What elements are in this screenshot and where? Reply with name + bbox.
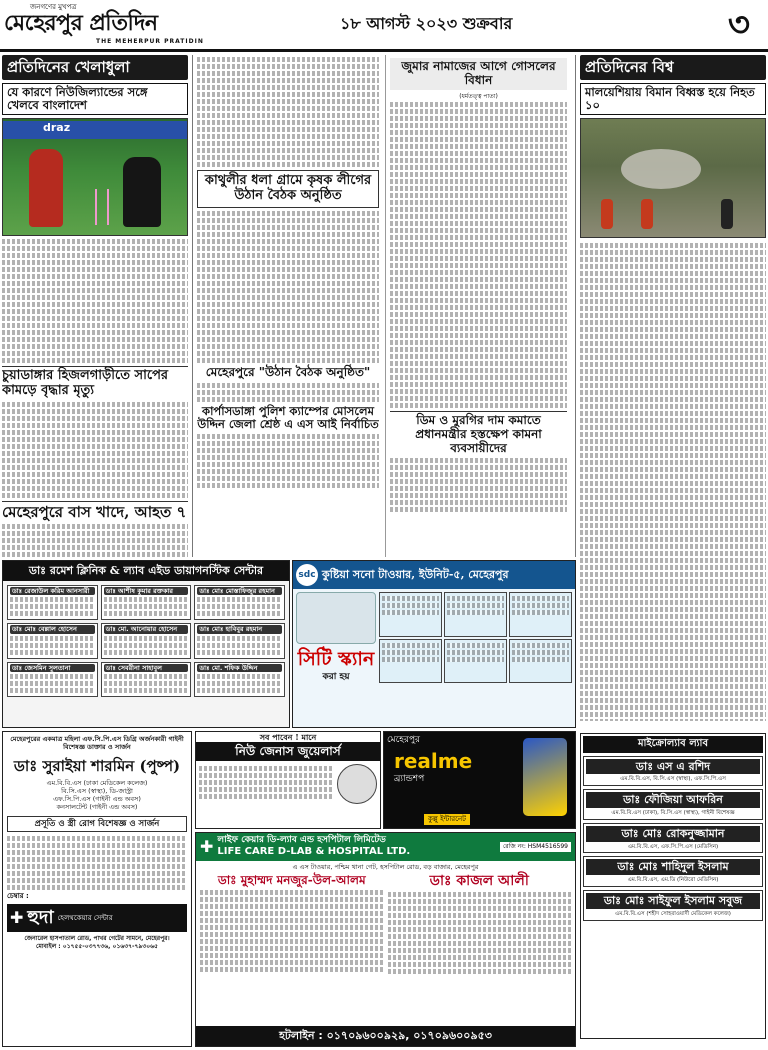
sports-headline: যে কারণে নিউজিল্যান্ডের সঙ্গে খেলবে বাংলাদেশ bbox=[2, 83, 188, 115]
doctor-card bbox=[101, 585, 192, 620]
cricket-photo bbox=[2, 118, 188, 236]
middle-column bbox=[192, 55, 576, 557]
doctor-card bbox=[194, 585, 285, 620]
doctor-name: ডাঃ মোঃ রোকনুজ্জামান bbox=[586, 826, 760, 842]
doctor-name: ডাঃ ফৌজিয়া আফরিন bbox=[586, 792, 760, 808]
uthan-boithok-headline: মেহেরপুরে "উঠান বৈঠক অনুষ্ঠিত" bbox=[205, 364, 371, 379]
doctor-card bbox=[379, 592, 442, 637]
suraiya-degree: এম.বি.বি.এস (ঢাকা মেডিকেল কলেজ) বি.সি.এস (স্বাস্থ্য), ডি-জাস্ট্রা এফ.সি.পি.এস (গাইনী এন্ড অবস) কনসালটেন্ট (গাইনী এন্ড অবস) bbox=[46, 779, 148, 812]
smoke-shape bbox=[621, 149, 701, 189]
doctor-card bbox=[194, 662, 285, 697]
newspaper-subtitle: THE MEHERPUR PRATIDIN bbox=[96, 38, 204, 45]
doctor-card bbox=[7, 662, 98, 697]
suraiya-top-text: মেহেরপুরের একমাত্র মহিলা এফ.সি.পি.এস ডিগ্রি অর্জনকারী গাইনী বিশেষজ্ঞ ডাক্তার ও সার্জন bbox=[10, 735, 184, 752]
ct-scan-label: সিটি স্ক্যান bbox=[297, 648, 375, 670]
lifecare-hospital-ad bbox=[195, 832, 576, 1047]
doctor-name: ডাঃ মোঃ সাইফুল ইসলাম সবুজ bbox=[586, 893, 760, 909]
realme-shop-type: ব্র্যান্ডশপ bbox=[394, 774, 425, 785]
doctor-card bbox=[194, 623, 285, 658]
doctor-degree: এম.বি.বি.এস (ঢাকা), বি.সি.এস (স্বাস্থ্য), গাইনী বিশেষজ্ঞ bbox=[611, 809, 735, 816]
rescuer-figure bbox=[721, 199, 733, 229]
lifecare-logo-icon: ✚ bbox=[200, 836, 214, 856]
keeper-figure bbox=[123, 157, 161, 227]
suraiya-name: ডাঃ সুরাইয়া শারমিন (পুষ্প) bbox=[13, 757, 181, 776]
world-section-header: প্রতিদিনের বিশ্ব bbox=[580, 55, 766, 80]
lifecare-name-en: LIFE CARE D-LAB & HOSPITAL LTD. bbox=[217, 846, 411, 858]
lifecare-hotline: হটলাইন : ০১৭০৯৬০০৯২৯, ০১৭০৯৬০০৯৫৩ bbox=[196, 1026, 575, 1046]
doctor-card bbox=[101, 662, 192, 697]
doctor-card bbox=[7, 585, 98, 620]
doctor-name: ডাঃ মোঃ শাহিদুল ইসলাম bbox=[586, 859, 760, 875]
krishak-league-headline: কাথুলীর ধলা গ্রামে কৃষক লীগের উঠান বৈঠক অনুষ্ঠিত bbox=[197, 170, 379, 208]
doctor-name: ডাঃ এস এ রশিদ bbox=[586, 759, 760, 775]
doctor-name: ডাঃ আশীষ কুমার রক্তকার bbox=[104, 587, 189, 595]
jewel-top: সব পাবেন ! মানে bbox=[259, 732, 317, 742]
doctor-entry bbox=[583, 890, 763, 921]
page-number: ৩ bbox=[727, 5, 750, 45]
chamber-label: চেম্বার : bbox=[7, 892, 29, 901]
lifecare-header bbox=[196, 833, 575, 861]
rescuer-figure bbox=[601, 199, 613, 229]
doctor-entry bbox=[583, 856, 763, 887]
lifecare-address: এ এস টাওয়ার, পশ্চিম থানা গেট, হসপিটাল রোড, বড় বাজার, মেহেরপুর bbox=[292, 862, 479, 871]
ct-scanner-image bbox=[296, 592, 376, 644]
sono-header bbox=[293, 561, 575, 589]
sports-column bbox=[2, 55, 188, 557]
ramesh-doctor-grid bbox=[3, 581, 289, 701]
doctor-name: ডাঃ রেজাউল করিম আনসারী bbox=[10, 587, 95, 595]
sono-title: কুষ্টিয়া সনো টাওয়ার, ইউনিট-৫, মেহেরপুর bbox=[322, 568, 509, 582]
sdc-logo-icon: sdc bbox=[296, 564, 318, 586]
doctor-entry bbox=[583, 789, 763, 820]
doctor-name: ডাঃ মো. শফিক উদ্দিন bbox=[197, 664, 282, 672]
doctor-card bbox=[379, 639, 442, 684]
uthan-boithok-body bbox=[197, 383, 379, 402]
doctor-card bbox=[101, 623, 192, 658]
doctor-name: ডাঃ মো. আনোয়ার হোসেন bbox=[104, 625, 189, 633]
sono-doctor-grid bbox=[379, 592, 572, 683]
right-doctor-list bbox=[583, 756, 763, 921]
doctor-degree: এম.বি.বি.এস, এফ.সি.পি.এস (মেডিসিন) bbox=[627, 843, 719, 850]
masthead bbox=[0, 0, 768, 52]
lifecare-doctor-1: ডাঃ মুহাম্মদ মনজুর-উল-আলম bbox=[217, 872, 366, 887]
issue-date: ১৮ আগস্ট ২০২৩ শুক্রবার bbox=[340, 14, 513, 33]
doctor-name: ডাঃ মোঃ হাবিবুর রহমান bbox=[197, 625, 282, 633]
doctor-name: ডাঃ সেবরীনা সাহাবুল bbox=[104, 664, 189, 672]
batter-figure bbox=[29, 149, 63, 227]
doctor-card bbox=[509, 639, 572, 684]
lifecare-doctor-2: ডাঃ কাজল আলী bbox=[429, 872, 529, 889]
microlab-title: মাইক্রোল্যাব ল্যাব bbox=[583, 736, 763, 753]
doctor-degree: এম.বি.বি.এস (শহীদ সোহরাওয়ার্দী মেডিকেল কলেজ) bbox=[615, 910, 731, 917]
crash-photo bbox=[580, 118, 766, 238]
owner-portrait bbox=[337, 764, 377, 804]
rescuer-figure bbox=[641, 199, 653, 229]
realme-ad bbox=[383, 731, 576, 829]
doctor-card bbox=[444, 592, 507, 637]
jewel-name: নিউ জেনাস জুয়েলার্স bbox=[196, 742, 380, 761]
doctor-card bbox=[444, 639, 507, 684]
world-column bbox=[580, 55, 766, 1040]
right-doctors-ad bbox=[580, 733, 766, 1039]
stumps-figure bbox=[95, 189, 109, 225]
bus-accident-body-text bbox=[2, 524, 188, 557]
doctor-degree: এম.বি.বি.এস, এম.ডি (নিউরো মেডিসিন) bbox=[627, 877, 719, 884]
huda-type: হেলথকেয়ার সেন্টার bbox=[57, 913, 113, 922]
ramesh-clinic-ad bbox=[2, 560, 290, 728]
realme-shop-city: মেহেরপুর bbox=[387, 735, 421, 745]
jumma-body bbox=[390, 102, 567, 408]
world-headline: মালয়েশিয়ায় বিমান বিধ্বস্ত হয়ে নিহত ১০ bbox=[580, 83, 766, 115]
sports-section-header: প্রতিদিনের খেলাধুলা bbox=[2, 55, 188, 80]
asi-award-headline: কার্পাসডাঙ্গা পুলিশ ক্যাম্পের মোসলেম উদ্দিন জেলা শ্রেষ্ঠ এ এস আই নির্বাচিত bbox=[197, 403, 379, 431]
ct-scan-sublabel: করা হয় bbox=[322, 671, 350, 682]
doctor-card bbox=[7, 623, 98, 658]
doctor-entry bbox=[583, 756, 763, 787]
doctor-name: ডাঃ মোঃ মোস্তাফিজুর রহমান bbox=[197, 587, 282, 595]
sono-tower-ad bbox=[292, 560, 576, 728]
snakebite-headline: চুয়াডাঙ্গার হিজলগাড়ীতে সাপের কামড়ে বৃদ্ধার মৃত্যু bbox=[2, 366, 188, 399]
newspaper-name: মেহেরপুর প্রতিদিন bbox=[4, 10, 158, 36]
lifecare-name-bn: লাইফ কেয়ার ডি-ল্যাব এন্ড হসপিটাল লিমিটেড bbox=[217, 835, 386, 845]
jumma-kicker: (ধর্মতত্ত্ব পাতা) bbox=[459, 92, 498, 100]
huda-name: হুদা bbox=[27, 906, 54, 928]
doctor-name: ডাঃ জেসমিন সুলতানা bbox=[10, 664, 95, 672]
realme-brand: realme bbox=[394, 749, 473, 774]
phone-image bbox=[523, 738, 567, 816]
world-body-text bbox=[580, 241, 766, 721]
realme-tag: কুল্লু ইন্টারনেট bbox=[424, 814, 470, 825]
jewellers-ad bbox=[195, 731, 381, 829]
sports-body-text bbox=[2, 239, 188, 363]
suraiya-footer: জেনারেল হাসপাতাল রোড, পাখর গেটের সামনে, মেহেরপুর। মোবাইল : ০১৭৫৫-০৩৭৭৩৬, ০১৬৩৭-৭৯৩০৬৫ bbox=[24, 935, 170, 950]
suraiya-speciality: প্রসূতি ও স্ত্রী রোগ বিশেষজ্ঞ ও সার্জন bbox=[7, 816, 187, 833]
doctor-card bbox=[509, 592, 572, 637]
egg-price-headline: ডিম ও মুরগির দাম কমাতে প্রধানমন্ত্রীর হস্তক্ষেপ কামনা ব্যবসায়ীদের bbox=[390, 411, 567, 455]
doctor-name: ডাঃ মোঃ বেল্লাল হোসেন bbox=[10, 625, 95, 633]
krishak-league-body bbox=[197, 211, 379, 363]
story-column-a bbox=[197, 57, 379, 167]
asi-award-body bbox=[197, 434, 379, 488]
masthead-tagline: জনগণের মুখপত্র bbox=[30, 3, 77, 11]
suraiya-doctor-ad bbox=[2, 731, 192, 1047]
lifecare-reg: রেজি নং: HSM4516599 bbox=[500, 842, 571, 852]
egg-price-body bbox=[390, 458, 567, 512]
bus-accident-headline: মেহেরপুরে বাস খাদে, আহত ৭ bbox=[2, 503, 187, 522]
photo-banner: draz bbox=[3, 121, 187, 139]
snakebite-body-text bbox=[2, 402, 188, 498]
ramesh-clinic-title: ডাঃ রমেশ ক্লিনিক & ল্যাব এইড ডায়াগনস্টিক সেন্টার bbox=[3, 561, 289, 581]
jumma-headline: জুমার নামাজের আগে গোসলের বিধান bbox=[390, 58, 567, 90]
huda-banner bbox=[7, 904, 187, 933]
doctor-entry bbox=[583, 823, 763, 854]
doctor-degree: এম.বি.বি.এস, বি.সি.এস (স্বাস্থ্য), এফ.সি.পি.এস bbox=[620, 776, 726, 783]
huda-logo-icon: ✚ bbox=[10, 908, 24, 928]
